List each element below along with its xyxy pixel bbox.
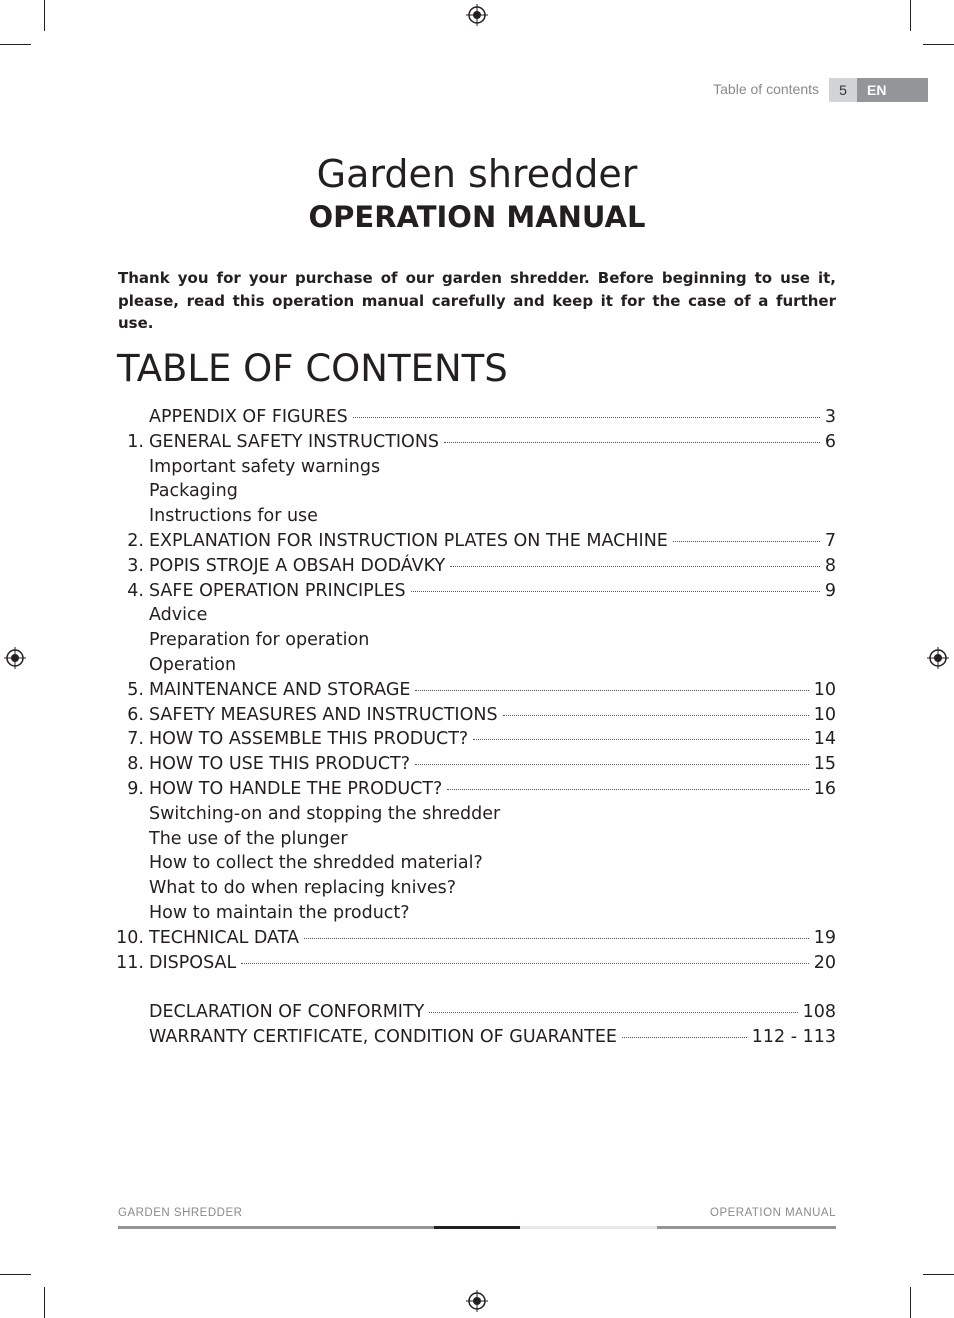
registration-mark-icon [466, 1290, 488, 1312]
toc-leader-dots [447, 788, 808, 790]
toc-entry [118, 579, 836, 604]
toc-entry-page: 20 [813, 952, 836, 973]
registration-mark-icon [466, 4, 488, 26]
page-header [0, 78, 954, 102]
toc-entry [118, 703, 836, 728]
toc-entry-page: 6 [824, 431, 836, 452]
toc-entry [118, 752, 836, 777]
toc-entry-page: 10 [813, 704, 836, 725]
toc-entry-title: APPENDIX OF FIGURES [149, 407, 348, 427]
toc-entry-title: SAFETY MEASURES AND INSTRUCTIONS [149, 704, 498, 725]
toc-entry-page: 8 [824, 555, 836, 576]
toc-subitem-title: Advice [149, 605, 208, 626]
language-tab: EN [857, 78, 928, 102]
toc-subitem-title: How to collect the shredded material? [149, 853, 483, 874]
toc-entry-number: 6. [127, 704, 144, 725]
crop-mark [44, 1287, 45, 1318]
toc-entry-title: TECHNICAL DATA [149, 927, 299, 948]
toc-leader-dots [304, 937, 809, 939]
toc-subitem-title: Instructions for use [149, 506, 318, 527]
toc-entry-number: 1. [127, 431, 144, 452]
table-of-contents [118, 405, 836, 1050]
toc-entry [118, 678, 836, 703]
toc-entry-page: 15 [813, 754, 836, 775]
toc-subitem-title: How to maintain the product? [149, 902, 410, 923]
toc-entry-title: HOW TO HANDLE THE PRODUCT? [149, 778, 443, 799]
toc-entry [118, 951, 836, 976]
footer-right: OPERATION MANUAL [710, 1207, 836, 1219]
footer-bar-segment [657, 1226, 836, 1229]
toc-entry-number: 3. [127, 555, 144, 576]
toc-leader-dots [353, 416, 820, 418]
document-subtitle: OPERATION MANUAL [308, 200, 646, 234]
toc-leader-dots [450, 565, 820, 567]
crop-mark [0, 44, 31, 45]
toc-entry-number: 5. [127, 679, 144, 700]
toc-entry-page: 10 [813, 679, 836, 700]
registration-mark-icon [4, 647, 26, 669]
toc-leader-dots [473, 738, 809, 740]
toc-entry [118, 405, 836, 430]
toc-entry [118, 926, 836, 951]
toc-subitem [118, 851, 836, 876]
toc-spacer [118, 975, 836, 1000]
crop-mark [910, 1287, 911, 1318]
toc-heading: TABLE OF CONTENTS [117, 347, 508, 390]
toc-entry-number: 9. [127, 778, 144, 799]
toc-subitem [118, 876, 836, 901]
toc-entry-title: DECLARATION OF CONFORMITY [149, 1002, 425, 1023]
toc-subitem-title: The use of the plunger [149, 828, 348, 849]
toc-subitem [118, 504, 836, 529]
toc-entry [118, 777, 836, 802]
intro-paragraph: Thank you for your purchase of our garden shredder. Before beginning to use it, please, read this operation manual carefully and keep it for the case of a further use. [118, 269, 836, 332]
toc-subitem [118, 455, 836, 480]
footer-bar-segment [520, 1226, 657, 1229]
toc-subitem-title: Important safety warnings [149, 456, 381, 477]
crop-mark [923, 44, 954, 45]
toc-entry-number: 4. [127, 580, 144, 601]
toc-entry-title: POPIS STROJE A OBSAH DODÁVKY [149, 555, 446, 576]
toc-leader-dots [673, 540, 820, 542]
footer-bar-segment [434, 1226, 520, 1229]
toc-entry-page: 112 - 113 [751, 1026, 836, 1047]
toc-entry-number: 11. [116, 952, 144, 973]
toc-entry-page: 19 [813, 927, 836, 948]
footer-left: GARDEN SHREDDER [118, 1207, 243, 1219]
toc-subitem [118, 653, 836, 678]
toc-entry [118, 727, 836, 752]
toc-entry-title: MAINTENANCE AND STORAGE [149, 679, 411, 700]
toc-entry-page: 16 [813, 778, 836, 799]
toc-entry-page: 3 [824, 407, 836, 427]
document-title: Garden shredder [316, 152, 638, 196]
toc-subitem [118, 802, 836, 827]
registration-mark-icon [927, 647, 949, 669]
toc-entry-title: SAFE OPERATION PRINCIPLES [149, 580, 406, 601]
toc-subitem-title: Packaging [149, 481, 238, 502]
toc-subitem-title: Preparation for operation [149, 630, 370, 651]
crop-mark [910, 0, 911, 31]
section-label: Table of contents [713, 81, 819, 97]
toc-leader-dots [503, 714, 809, 716]
toc-subitem [118, 628, 836, 653]
toc-entry-title: HOW TO USE THIS PRODUCT? [149, 754, 411, 775]
toc-leader-dots [411, 590, 820, 592]
toc-entry-number: 10. [116, 927, 144, 948]
crop-mark [0, 1274, 31, 1275]
toc-entry-title: DISPOSAL [149, 952, 237, 973]
toc-entry-number: 7. [127, 729, 144, 750]
toc-entry [118, 529, 836, 554]
toc-entry [118, 430, 836, 455]
toc-entry-number: 2. [127, 530, 144, 551]
toc-leader-dots [415, 763, 809, 765]
toc-leader-dots [415, 689, 808, 691]
toc-entry-title: HOW TO ASSEMBLE THIS PRODUCT? [149, 729, 469, 750]
toc-entry [118, 554, 836, 579]
toc-subitem-title: What to do when replacing knives? [149, 878, 457, 899]
footer-bar-segment [118, 1226, 434, 1229]
toc-subitem [118, 827, 836, 852]
toc-subitem [118, 479, 836, 504]
toc-leader-dots [444, 441, 820, 443]
toc-subitem-title: Operation [149, 654, 237, 675]
crop-mark [923, 1274, 954, 1275]
page-number: 5 [829, 78, 857, 102]
toc-entry-page: 108 [802, 1002, 836, 1023]
toc-entry-title: EXPLANATION FOR INSTRUCTION PLATES ON THE MACHINE [149, 530, 668, 551]
toc-entry-title: WARRANTY CERTIFICATE, CONDITION OF GUARANTEE [149, 1026, 617, 1047]
toc-entry-title: GENERAL SAFETY INSTRUCTIONS [149, 431, 440, 452]
toc-entry-page: 7 [824, 530, 836, 551]
toc-leader-dots [241, 962, 808, 964]
toc-leader-dots [622, 1036, 747, 1038]
toc-entry [118, 1000, 836, 1025]
toc-subitem-title: Switching-on and stopping the shredder [149, 803, 501, 824]
toc-leader-dots [429, 1011, 797, 1013]
toc-subitem [118, 603, 836, 628]
toc-entry [118, 1025, 836, 1050]
toc-subitem [118, 901, 836, 926]
toc-entry-number: 8. [127, 754, 144, 775]
toc-entry-page: 14 [813, 729, 836, 750]
crop-mark [44, 0, 45, 31]
toc-entry-page: 9 [824, 580, 836, 601]
